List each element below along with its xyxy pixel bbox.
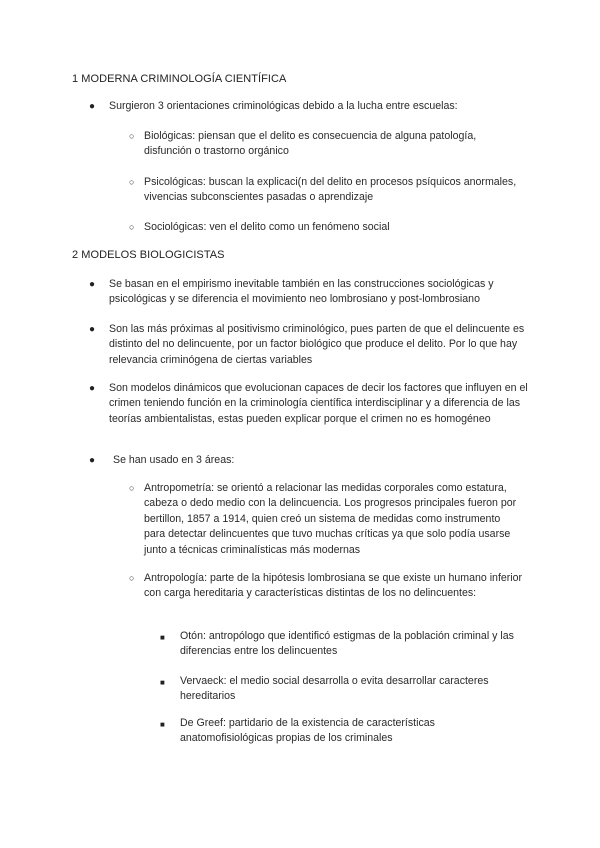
section-heading-1: 1 MODERNA CRIMINOLOGÍA CIENTÍFICA <box>72 73 287 85</box>
bullet-square: ■ <box>160 633 165 642</box>
bullet-dot: ● <box>89 279 96 290</box>
sub-list-item: Biológicas: piensan que el delito es consecuencia de alguna patología, disfunción o trastorno orgánico <box>144 130 477 158</box>
sub-list-item: Antropología: parte de la hipótesis lombrosiana se que existe un humano inferior con carga hereditaria y características distintas de los no delincuentes: <box>144 572 523 600</box>
list-item: Se han usado en 3 áreas: <box>113 454 235 466</box>
section-heading-2: 2 MODELOS BIOLOGICISTAS <box>72 249 225 261</box>
bullet-dot: ● <box>89 324 96 335</box>
bullet-dot: ● <box>89 101 96 112</box>
sub-list-item: Psicológicas: buscan la explicaci(n del delito en procesos psíquicos anormales, vivencias subconscientes pasadas o aprendizaje <box>144 176 517 204</box>
list-item: Son las más próximas al positivismo criminológico, pues parten de que el delincuente es distinto del no delincuente, por un factor biológico que produce el delito. Por lo que hay relevancia criminógena de ciertas variables <box>109 323 525 366</box>
bullet-circle: ○ <box>129 177 135 187</box>
list-item: Se basan en el empirismo inevitable también en las construcciones sociológicas y psicológicas y se diferencia el movimiento neo lombrosiano y post-lombrosiano <box>109 278 494 306</box>
bullet-circle: ○ <box>129 222 135 232</box>
bullet-circle: ○ <box>129 131 135 141</box>
bullet-dot: ● <box>89 455 96 466</box>
subsub-list-item: De Greef: partidario de la existencia de características anatomofisiológicas propias de los criminales <box>180 717 435 745</box>
bullet-square: ■ <box>160 720 165 729</box>
list-item: Son modelos dinámicos que evolucionan capaces de decir los factores que influyen en el crimen teniendo función en la criminología científica interdisciplinar y a diferencia de las teorías ambientalistas, estas pueden explicar porque el crimen no es homogéneo <box>109 382 528 425</box>
list-item: Surgieron 3 orientaciones criminológicas debido a la lucha entre escuelas: <box>109 100 458 112</box>
bullet-circle: ○ <box>129 573 135 583</box>
sub-list-item: Antropometría: se orientó a relacionar las medidas corporales como estatura, cabeza o dedo medio con la delincuencia. Los progresos principales fueron por bertillon, 1857 a 1914, quien creó un sistema de medidas como instrumento para detectar delincuentes que tuvo muchas críticas ya que solo podía usarse junto a técnicas criminalísticas más modernas <box>144 482 517 556</box>
bullet-square: ■ <box>160 678 165 687</box>
subsub-list-item: Vervaeck: el medio social desarrolla o evita desarrollar caracteres hereditarios <box>180 675 489 703</box>
bullet-dot: ● <box>89 383 96 394</box>
subsub-list-item: Otón: antropólogo que identificó estigmas de la población criminal y las diferencias entre los delincuentes <box>180 630 514 658</box>
bullet-circle: ○ <box>129 483 135 493</box>
sub-list-item: Sociológicas: ven el delito como un fenómeno social <box>144 221 390 233</box>
